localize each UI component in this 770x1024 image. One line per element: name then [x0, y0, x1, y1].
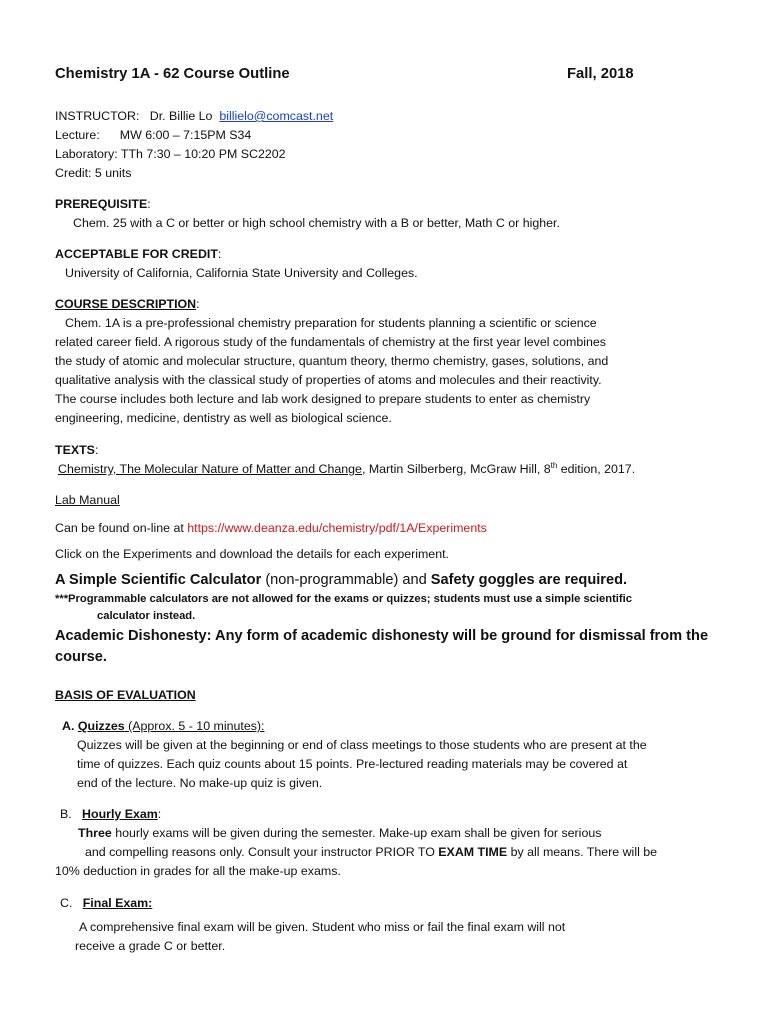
- lab-manual-instructions: Click on the Experiments and download the details for each experiment.: [55, 547, 449, 561]
- term-label: Fall, 2018: [567, 66, 634, 82]
- lecture-line: [55, 127, 251, 143]
- final-exam-text: A comprehensive final exam will be given. Student who miss or fail the final exam will not: [79, 920, 566, 934]
- description-heading: COURSE DESCRIPTION:: [55, 297, 200, 311]
- description-line: the study of atomic and molecular structure, quantum theory, thermo chemistry, gases, solutions, and: [55, 354, 609, 368]
- lab-manual-url-link[interactable]: https://www.deanza.edu/chemistry/pdf/1A/Experiments: [187, 521, 487, 535]
- quizzes-text: Quizzes will be given at the beginning or end of class meetings to those students who are present at the: [77, 738, 647, 752]
- lab-line: [55, 146, 286, 162]
- instructor-email-link[interactable]: billielo@comcast.net: [219, 109, 334, 123]
- lecture-label: Lecture:: [55, 128, 100, 142]
- description-line: qualitative analysis with the classical study of properties of atoms and molecules and their reactivity.: [55, 373, 602, 387]
- texts-heading: TEXTS:: [55, 443, 99, 457]
- calculator-requirement: A Simple Scientific Calculator (non-programmable) and Safety goggles are required.: [55, 572, 628, 588]
- dishonesty-label: Academic Dishonesty: [55, 628, 207, 644]
- description-line: engineering, medicine, dentistry as well as biological science.: [55, 411, 392, 425]
- instructor-line: [55, 108, 333, 124]
- dishonesty-policy: Academic Dishonesty: Any form of academic dishonesty will be ground for dismissal from the: [55, 628, 709, 644]
- final-exam-text: receive a grade C or better.: [75, 939, 226, 953]
- final-exam-heading: C. Final Exam:: [60, 896, 153, 910]
- lab-manual-heading: Lab Manual: [55, 493, 120, 507]
- hourly-exam-text: 10% deduction in grades for all the make-up exams.: [55, 864, 341, 878]
- quizzes-text: time of quizzes. Each quiz counts about 15 points. Pre-lectured reading materials may be covered at: [77, 757, 628, 771]
- quizzes-text: end of the lecture. No make-up quiz is given.: [77, 776, 323, 790]
- hourly-exam-text: and compelling reasons only. Consult your instructor PRIOR TO EXAM TIME by all means. There will be: [85, 845, 658, 859]
- calculator-note-continued: calculator instead.: [97, 610, 196, 622]
- prerequisite-heading: PREREQUISITE:: [55, 197, 151, 211]
- lab-manual-online-line: Can be found on-line at https://www.deanza.edu/chemistry/pdf/1A/Experiments: [55, 521, 487, 535]
- description-line: related career field. A rigorous study of the fundamentals of chemistry at the first year level combines: [55, 335, 606, 349]
- textbook-title: Chemistry, The Molecular Nature of Matter and Change: [58, 462, 362, 476]
- evaluation-heading: BASIS OF EVALUATION: [55, 688, 196, 702]
- textbook-line: Chemistry, The Molecular Nature of Matter and Change, Martin Silberberg, McGraw Hill, 8th edition, 2017.: [58, 461, 636, 476]
- page-title: Chemistry 1A - 62 Course Outline: [55, 66, 290, 82]
- credit-line: Credit: 5 units: [55, 166, 132, 180]
- dishonesty-policy-continued: course.: [55, 649, 107, 665]
- acceptable-heading: ACCEPTABLE FOR CREDIT:: [55, 247, 222, 261]
- description-line: Chem. 1A is a pre-professional chemistry preparation for students planning a scientific or science: [65, 316, 597, 330]
- lab-value: TTh 7:30 – 10:20 PM SC2202: [120, 147, 286, 161]
- calculator-note: ***Programmable calculators are not allowed for the exams or quizzes; students must use a simple scientific: [55, 593, 632, 605]
- quizzes-heading: A. Quizzes (Approx. 5 - 10 minutes):: [62, 719, 265, 733]
- instructor-name: Dr. Billie Lo: [149, 109, 213, 123]
- hourly-exam-text: Three hourly exams will be given during the semester. Make-up exam shall be given for serious: [78, 826, 602, 840]
- acceptable-text: University of California, California State University and Colleges.: [65, 266, 418, 280]
- lecture-value: MW 6:00 – 7:15PM S34: [119, 128, 252, 142]
- prerequisite-text: Chem. 25 with a C or better or high school chemistry with a B or better, Math C or higher.: [73, 216, 560, 230]
- lab-label: Laboratory:: [55, 147, 118, 161]
- instructor-label: INSTRUCTOR:: [55, 109, 140, 123]
- hourly-exam-heading: B. Hourly Exam:: [60, 807, 162, 821]
- description-line: The course includes both lecture and lab work designed to prepare students to enter as chemistry: [55, 392, 591, 406]
